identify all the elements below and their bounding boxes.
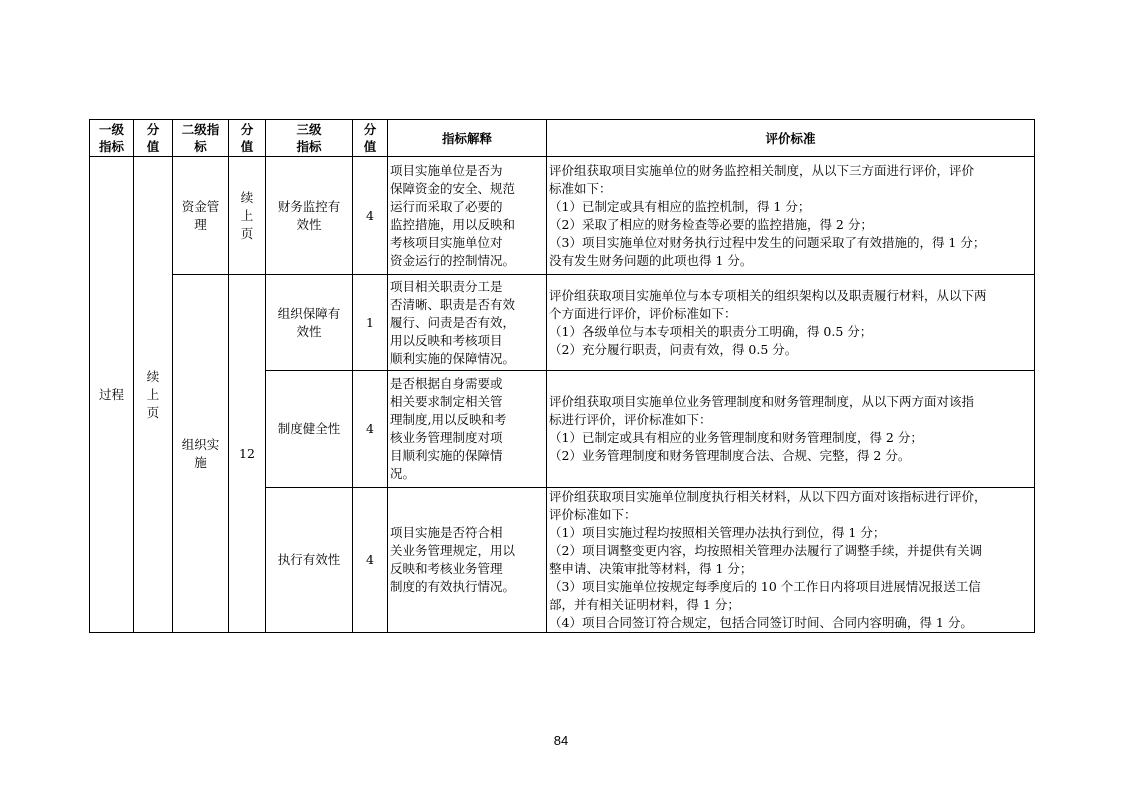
- table-row: [90, 157, 1035, 275]
- header-explanation: 指标解释: [388, 120, 547, 157]
- level1-name-cell: [90, 157, 134, 633]
- page-number: 84: [553, 733, 569, 748]
- level2-score-cell: 12: [229, 275, 266, 633]
- header-l2-indicator: 二级指 标: [173, 120, 229, 157]
- level1-name: 过程: [98, 386, 124, 402]
- explanation-cell: 是否根据自身需要或 相关要求制定相关管 理制度,用以反映和考 核业务管理制度对项 目顺利实施的保障情 况。: [388, 371, 547, 488]
- header-criteria: 评价标准: [547, 120, 1035, 157]
- explanation-cell: 项目相关职责分工是 否清晰、职责是否有效 履行、问责是否有效， 用以反映和考核项目 顺利实施的保障情况。: [388, 275, 547, 371]
- header-l3-score: 分 值: [353, 120, 388, 157]
- level2-name-cell: 资金管 理: [173, 157, 229, 275]
- header-l2-score: 分 值: [229, 120, 266, 157]
- level3-score-cell: 4: [353, 157, 388, 275]
- criteria-cell: 评价组获取项目实施单位的财务监控相关制度，从以下三方面进行评价，评价 标准如下： （1）已制定或具有相应的监控机制，得 1 分； （2）采取了相应的财务检查等必要的监控措施，得 2 分； （3）项目实施单位对财务执行过程中发生的问题采取了有效措施的，得 1 分； 没有发生财务问题的此项也得 1 分。: [547, 157, 1035, 275]
- level3-name-cell: 执行有效性: [266, 488, 353, 633]
- level3-score-cell: 4: [353, 371, 388, 488]
- evaluation-table: [89, 119, 1035, 633]
- level3-name-cell: 财务监控有 效性: [266, 157, 353, 275]
- table-row: [90, 275, 1035, 371]
- header-row: [90, 120, 1035, 157]
- header-l3-indicator: 三级 指标: [266, 120, 353, 157]
- level3-score-cell: 1: [353, 275, 388, 371]
- criteria-cell: 评价组获取项目实施单位与本专项相关的组织架构以及职责履行材料，从以下两 个方面进行评价，评价标准如下： （1）各级单位与本专项相关的职责分工明确，得 0.5 分； （2）充分履行职责，问责有效，得 0.5 分。: [547, 275, 1035, 371]
- explanation-cell: 项目实施是否符合相 关业务管理规定，用以 反映和考核业务管理 制度的有效执行情况。: [388, 488, 547, 633]
- criteria-cell: 评价组获取项目实施单位制度执行相关材料，从以下四方面对该指标进行评价， 评价标准如下： （1）项目实施过程均按照相关管理办法执行到位，得 1 分； （2）项目调整变更内容，均按照相关管理办法履行了调整手续，并提供有关调 整申请、决策审批等材料，得 1 分； （3）项目实施单位按规定每季度后的 10 个工作日内将项目进展情况报送工信 部，并有相关证明材料，得 1 分； （4）项目合同签订符合规定，包括合同签订时间、合同内容明确，得 1 分。: [547, 488, 1035, 633]
- level3-name-cell: 制度健全性: [266, 371, 353, 488]
- level3-score-cell: 4: [353, 488, 388, 633]
- level2-score-cell: 续 上 页: [229, 157, 266, 275]
- level1-score-cell: 续 上 页: [134, 157, 173, 633]
- header-l1-indicator: 一级 指标: [90, 120, 134, 157]
- level3-name-cell: 组织保障有 效性: [266, 275, 353, 371]
- explanation-cell: 项目实施单位是否为 保障资金的安全、规范 运行而采取了必要的 监控措施，用以反映和 考核项目实施单位对 资金运行的控制情况。: [388, 157, 547, 275]
- header-l1-score: 分 值: [134, 120, 173, 157]
- criteria-cell: 评价组获取项目实施单位业务管理制度和财务管理制度，从以下两方面对该指 标进行评价，评价标准如下： （1）已制定或具有相应的业务管理制度和财务管理制度，得 2 分； （2）业务管理制度和财务管理制度合法、合规、完整，得 2 分。: [547, 371, 1035, 488]
- level2-name-cell: 组织实 施: [173, 275, 229, 633]
